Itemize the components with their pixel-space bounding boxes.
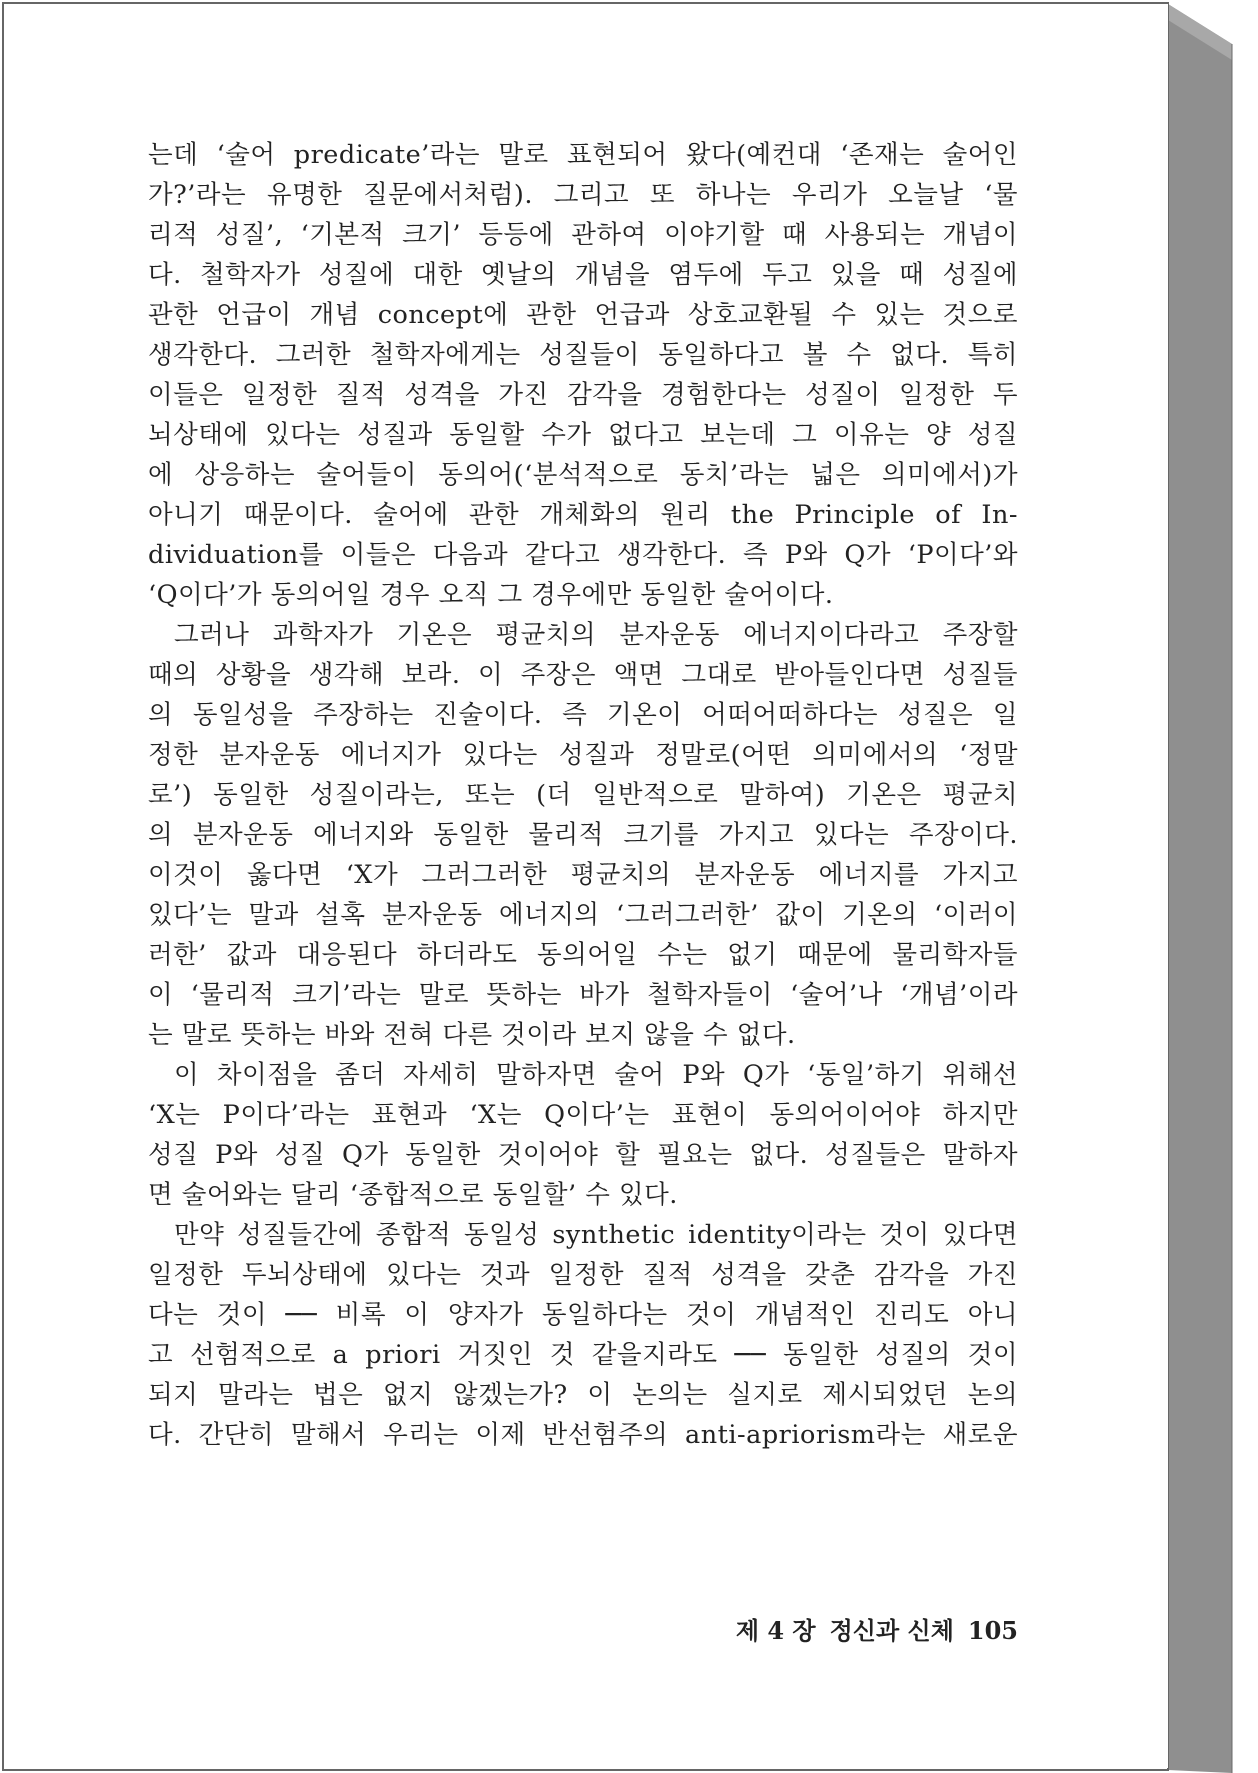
text-line: 이 ‘물리적 크기’라는 말로 뜻하는 바가 철학자들이 ‘술어’나 ‘개념’이라 <box>148 980 1018 1010</box>
body-text <box>148 135 1018 1455</box>
text-line: 있다’는 말과 설혹 분자운동 에너지의 ‘그러그러한’ 값이 기온의 ‘이러이 <box>148 900 1018 930</box>
text-line: 아니기 때문이다. 술어에 관한 개체화의 원리 the Principle of In- <box>148 500 1018 530</box>
text-line: 성질 P와 성질 Q가 동일한 것이어야 할 필요는 없다. 성질들은 말하자 <box>148 1140 1018 1170</box>
text-line: 는데 ‘술어 predicate’라는 말로 표현되어 왔다(예컨대 ‘존재는 술어인 <box>148 140 1018 170</box>
text-line: 때의 상황을 생각해 보라. 이 주장은 액면 그대로 받아들인다면 성질들 <box>148 660 1018 690</box>
text-line: 이 차이점을 좀더 자세히 말하자면 술어 P와 Q가 ‘동일’하기 위해선 <box>174 1060 1018 1090</box>
text-line: 의 분자운동 에너지와 동일한 물리적 크기를 가지고 있다는 주장이다. <box>148 820 1018 850</box>
text-line: 정한 분자운동 에너지가 있다는 성질과 정말로(어떤 의미에서의 ‘정말 <box>148 740 1018 770</box>
text-line: 는 말로 뜻하는 바와 전혀 다른 것이라 보지 않을 수 없다. <box>148 1020 796 1050</box>
text-line: 관한 언급이 개념 concept에 관한 언급과 상호교환될 수 있는 것으로 <box>148 300 1018 330</box>
text-line: 이것이 옳다면 ‘X가 그러그러한 평균치의 분자운동 에너지를 가지고 <box>148 860 1018 890</box>
text-line: 다. 철학자가 성질에 대한 옛날의 개념을 염두에 두고 있을 때 성질에 <box>148 260 1018 290</box>
text-line: 리적 성질’, ‘기본적 크기’ 등등에 관하여 이야기할 때 사용되는 개념이 <box>148 220 1018 250</box>
text-line: 로’) 동일한 성질이라는, 또는 (더 일반적으로 말하여) 기온은 평균치 <box>148 780 1018 810</box>
text-line: 의 동일성을 주장하는 진술이다. 즉 기온이 어떠어떠하다는 성질은 일 <box>148 700 1018 730</box>
text-line: 가?’라는 유명한 질문에서처럼). 그리고 또 하나는 우리가 오늘날 ‘물 <box>148 180 1018 210</box>
text-line: 만약 성질들간에 종합적 동일성 synthetic identity이라는 것이 있다면 <box>174 1220 1018 1250</box>
text-line: dividuation를 이들은 다음과 같다고 생각한다. 즉 P와 Q가 ‘P이다’와 <box>148 540 1018 570</box>
chapter-label: 제 4 장 <box>735 1616 816 1645</box>
text-line: 뇌상태에 있다는 성질과 동일할 수가 없다고 보는데 그 이유는 양 성질 <box>148 420 1018 450</box>
text-line: 러한’ 값과 대응된다 하더라도 동의어일 수는 없기 때문에 물리학자들 <box>148 940 1018 970</box>
text-line: 면 술어와는 달리 ‘종합적으로 동일할’ 수 있다. <box>148 1180 678 1210</box>
text-line: 일정한 두뇌상태에 있다는 것과 일정한 질적 성격을 갖춘 감각을 가진 <box>148 1260 1018 1290</box>
page-number: 105 <box>967 1616 1018 1645</box>
page-footer <box>698 1613 1018 1649</box>
text-line: 이들은 일정한 질적 성격을 가진 감각을 경험한다는 성질이 일정한 두 <box>148 380 1018 410</box>
text-line: 에 상응하는 술어들이 동의어(‘분석적으로 동치’라는 넓은 의미에서)가 <box>148 460 1018 490</box>
text-line: 생각한다. 그러한 철학자에게는 성질들이 동일하다고 볼 수 없다. 특히 <box>148 340 1018 370</box>
text-line: 고 선험적으로 a priori 거짓인 것 같을지라도 ── 동일한 성질의 것이 <box>148 1340 1018 1370</box>
chapter-title: 정신과 신체 <box>829 1616 954 1645</box>
text-line: 다는 것이 ── 비록 이 양자가 동일하다는 것이 개념적인 진리도 아니 <box>148 1300 1018 1330</box>
text-line: 다. 간단히 말해서 우리는 이제 반선험주의 anti-apriorism라는 새로운 <box>148 1420 1018 1450</box>
text-line: 되지 말라는 법은 없지 않겠는가? 이 논의는 실지로 제시되었던 논의 <box>148 1380 1018 1410</box>
text-line: ‘X는 P이다’라는 표현과 ‘X는 Q이다’는 표현이 동의어이어야 하지만 <box>148 1100 1018 1130</box>
text-line: ‘Q이다’가 동의어일 경우 오직 그 경우에만 동일한 술어이다. <box>148 580 834 610</box>
text-line: 그러나 과학자가 기온은 평균치의 분자운동 에너지이다라고 주장할 <box>174 620 1018 650</box>
